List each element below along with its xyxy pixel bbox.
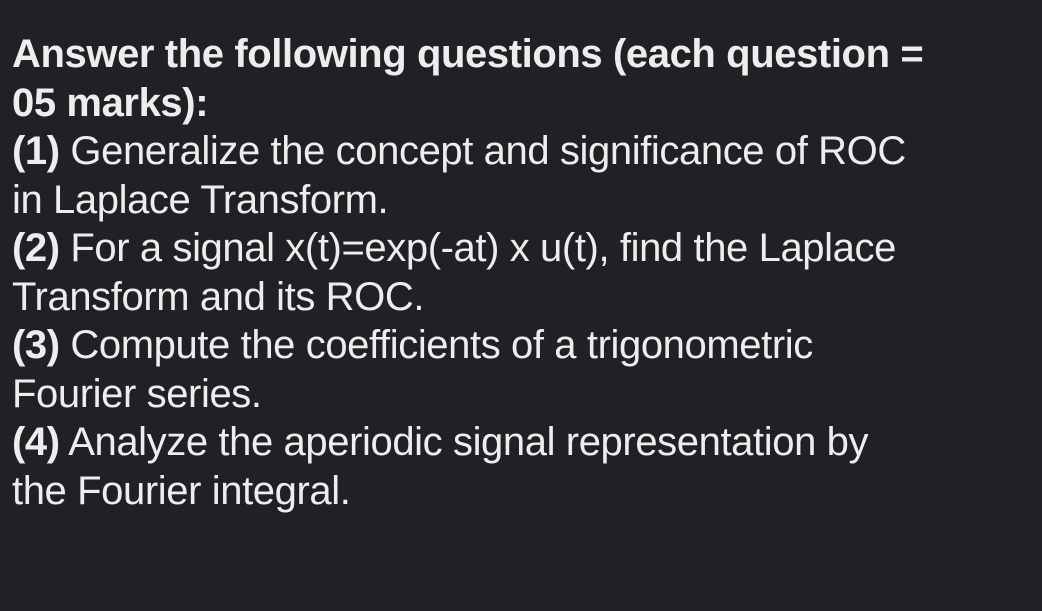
question-3-text: Compute the coefficients of a trigonometric [59, 323, 813, 367]
question-3-line-2: Fourier series. [12, 371, 262, 416]
question-3-number: (3) [12, 323, 60, 367]
question-4-line-2: the Fourier integral. [12, 468, 351, 513]
heading-line-1: Answer the following questions (each question = [12, 32, 924, 76]
question-4-number: (4) [12, 420, 60, 464]
question-1-line-2: in Laplace Transform. [12, 177, 389, 222]
question-3-line-1 [12, 321, 1028, 370]
question-1-number: (1) [12, 129, 60, 173]
question-2-line-2: Transform and its ROC. [12, 274, 425, 319]
question-4-text: Analyze the aperiodic signal representation by [59, 420, 869, 464]
question-1-line-1 [12, 127, 1028, 176]
heading-line-2: 05 marks): [12, 80, 209, 125]
question-2-number: (2) [12, 226, 60, 270]
question-2-text: For a signal x(t)=exp(-at) x u(t), find the Laplace [59, 226, 896, 270]
question-2-line-1 [12, 224, 1028, 273]
question-4-line-1 [12, 418, 1028, 467]
question-1-text: Generalize the concept and significance of ROC [59, 129, 906, 173]
